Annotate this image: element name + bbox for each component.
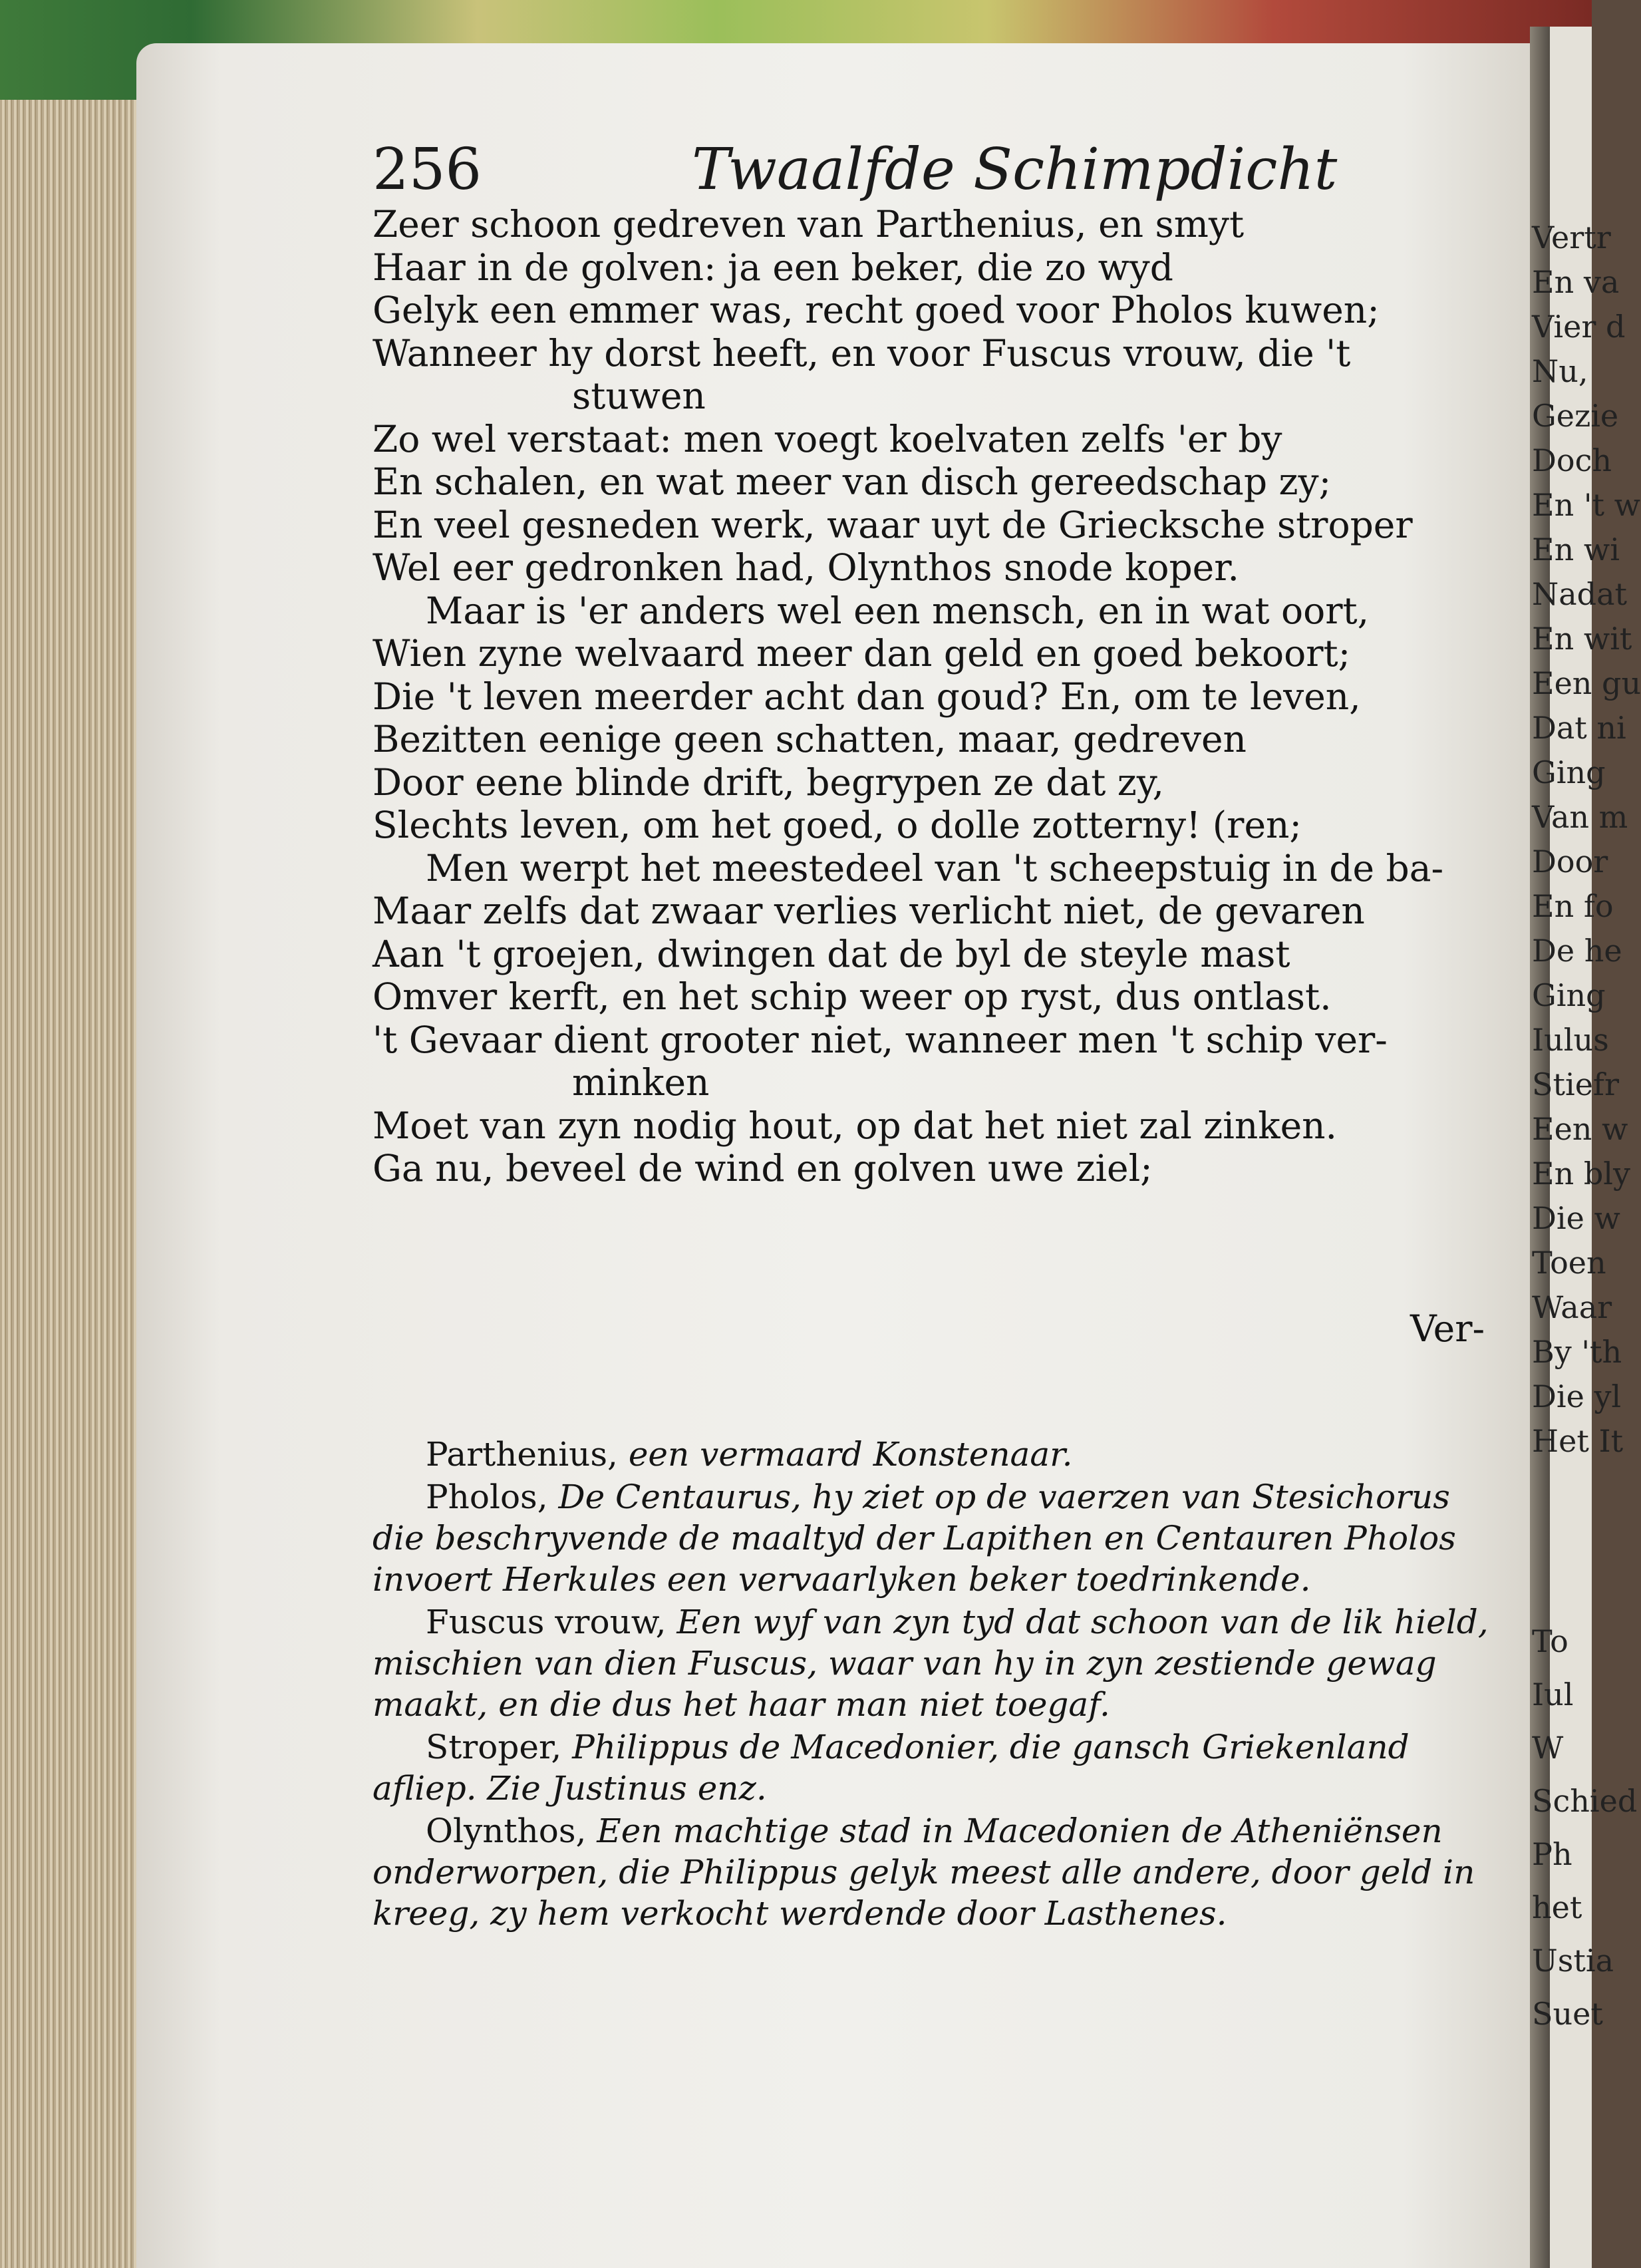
footnote-gloss: De Centaurus, hy ziet op de vaerzen van Stesichorus die beschryvende de maaltyd der Lapithen en Centauren Pholos invoert Herkules een vervaarlyken beker toedrinkende. (373, 1478, 1456, 1599)
footnote-gloss: Een machtige stad in Macedonien de Atheniënsen onderworpen, die Philippus gelyk meest alle andere, door geld in kreeg, zy hem verkocht werdende door Lasthenes. (373, 1812, 1475, 1933)
facing-page-fragment: En wit (1532, 621, 1632, 657)
verse-line: minken (572, 1061, 710, 1104)
facing-page-fragment: Die w (1532, 1200, 1620, 1236)
verse-line: Bezitten eenige geen schatten, maar, gedreven (373, 718, 1247, 760)
verse-line: Wien zyne welvaard meer dan geld en goed bekoort; (373, 632, 1351, 675)
verse-line: Zeer schoon gedreven van Parthenius, en smyt (373, 203, 1245, 245)
facing-page-fragment: Een gu (1532, 665, 1641, 701)
verse-line: 't Gevaar dient grooter niet, wanneer men 't schip ver- (373, 1018, 1388, 1061)
verse-line: Slechts leven, om het goed, o dolle zotterny! (ren; (373, 804, 1302, 846)
facing-page-fragment: Doch (1532, 442, 1612, 478)
facing-page-fragment: Het It (1532, 1423, 1624, 1459)
facing-page-fragment: En bly (1532, 1156, 1630, 1192)
running-title: Twaalfde Schimpdicht (692, 136, 1338, 203)
facing-page-fragment: En va (1532, 264, 1620, 300)
running-head (373, 136, 1370, 210)
catchword: Ver- (1410, 1307, 1485, 1350)
footnote (373, 1726, 1503, 1809)
facing-page-fragment: Nu, (1532, 353, 1588, 389)
footnote-gloss: een vermaard Konstenaar. (617, 1435, 1073, 1474)
facing-page-fragment: het (1532, 1889, 1582, 1925)
footnote-term: Olynthos, (426, 1812, 587, 1850)
footnote (373, 1476, 1503, 1600)
footnote-term: Stroper, (426, 1728, 562, 1766)
facing-page-fragment: Door (1532, 844, 1608, 880)
verse-line: Omver kerft, en het schip weer op ryst, dus ontlast. (373, 975, 1332, 1018)
facing-page-fragment: To (1532, 1623, 1568, 1659)
verse-line: En veel gesneden werk, waar uyt de Griecksche stroper (373, 503, 1413, 546)
verse-line: Gelyk een emmer was, recht goed voor Pholos kuwen; (373, 289, 1380, 331)
footnote (373, 1434, 1503, 1475)
facing-page-fragment: By 'th (1532, 1334, 1622, 1370)
footnote-gloss: Philippus de Macedonier, die gansch Griekenland afliep. Zie Justinus enz. (373, 1728, 1410, 1808)
facing-page-fragment: Suet (1532, 1996, 1603, 2032)
verse-line: Maar zelfs dat zwaar verlies verlicht niet, de gevaren (373, 890, 1365, 932)
footnote-term: Fuscus vrouw, (426, 1603, 667, 1641)
facing-page-fragment: Schied (1532, 1783, 1638, 1819)
footnote-term: Pholos, (426, 1478, 548, 1516)
facing-page-fragment: Iul (1532, 1677, 1574, 1712)
verse-line: Wel eer gedronken had, Olynthos snode koper. (373, 546, 1239, 589)
verse-line: stuwen (572, 375, 706, 417)
facing-page-fragment: Waar (1532, 1289, 1612, 1325)
verse-line: En schalen, en wat meer van disch gereedschap zy; (373, 460, 1332, 503)
facing-page-fragment: Ging (1532, 977, 1606, 1013)
verse-line: Ga nu, beveel de wind en golven uwe ziel; (373, 1147, 1153, 1190)
footnote-gloss: Een wyf van zyn tyd dat schoon van de lik hield, mischien van dien Fuscus, waar van hy in zyn zestiende gewag maakt, en die dus het haar man niet toegaf. (373, 1603, 1489, 1724)
facing-page-fragment: Vier d (1532, 309, 1626, 345)
footnote-term: Parthenius, (426, 1435, 618, 1474)
footnote (373, 1601, 1503, 1725)
book-page-edges (0, 100, 140, 2268)
facing-page-fragment: Dat ni (1532, 710, 1626, 746)
verse-line: Wanneer hy dorst heeft, en voor Fuscus vrouw, die 't (373, 331, 1351, 375)
facing-page-fragment: Nadat (1532, 576, 1628, 612)
verse-line: Aan 't groejen, dwingen dat de byl de steyle mast (373, 932, 1290, 975)
verse-line: Haar in de golven: ja een beker, die zo wyd (373, 245, 1173, 289)
facing-page-fragment: Een w (1532, 1111, 1628, 1147)
facing-page-fragment: Ustia (1532, 1943, 1614, 1979)
facing-page-fragment: Iulus (1532, 1022, 1609, 1058)
verse-line: Door eene blinde drift, begrypen ze dat zy, (373, 760, 1165, 804)
facing-page-fragment: Stiefr (1532, 1066, 1619, 1102)
notes-block (373, 1434, 1503, 1935)
facing-page-fragment: En 't w (1532, 487, 1640, 523)
facing-page-fragment: Vertr (1532, 220, 1611, 255)
facing-page-fragment: Ph (1532, 1836, 1572, 1872)
footnote (373, 1810, 1503, 1934)
verse-line: Moet van zyn nodig hout, op dat het niet zal zinken. (373, 1104, 1338, 1147)
facing-page-fragment: De he (1532, 933, 1622, 969)
verse-block (373, 203, 1503, 1190)
verse-line: Zo wel verstaat: men voegt koelvaten zelfs 'er by (373, 417, 1282, 460)
facing-page-fragment: En fo (1532, 888, 1614, 924)
facing-page-fragment: Die yl (1532, 1378, 1622, 1414)
facing-page-fragment: Van m (1532, 799, 1628, 835)
verse-line: Die 't leven meerder acht dan goud? En, om te leven, (373, 675, 1361, 718)
facing-page-fragment: Toen (1532, 1245, 1606, 1281)
verse-line: Maar is 'er anders wel een mensch, en in wat oort, (426, 589, 1370, 632)
verse-line: Men werpt het meestedeel van 't scheepstuig in de ba- (426, 846, 1444, 890)
facing-page-fragment: W (1532, 1730, 1564, 1766)
facing-page-fragment: En wi (1532, 532, 1620, 567)
page-number: 256 (373, 136, 482, 203)
facing-page-fragment: Ging (1532, 754, 1606, 790)
facing-page-fragment: Gezie (1532, 398, 1619, 434)
